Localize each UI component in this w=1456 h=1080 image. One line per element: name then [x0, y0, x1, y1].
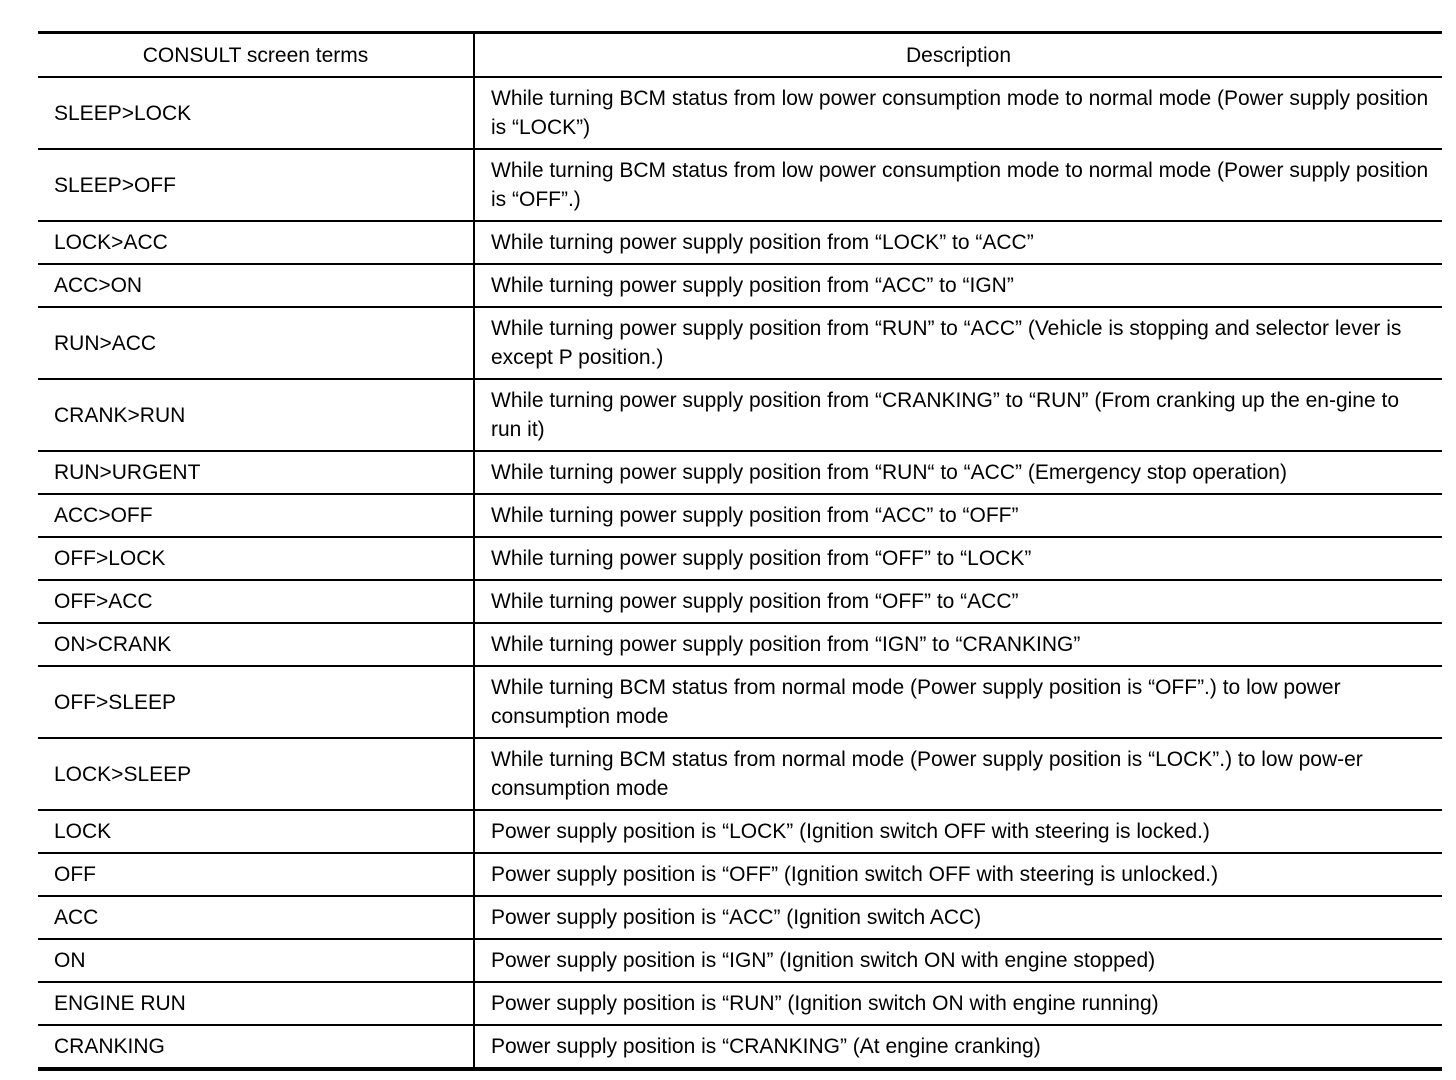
description-cell: Power supply position is “OFF” (Ignition switch OFF with steering is unlocked.): [474, 853, 1442, 896]
term-cell: ENGINE RUN: [38, 982, 474, 1025]
description-cell: While turning power supply position from “CRANKING” to “RUN” (From cranking up the en-gine to run it): [474, 379, 1442, 451]
term-cell: SLEEP>LOCK: [38, 77, 474, 149]
description-cell: While turning BCM status from normal mode (Power supply position is “OFF”.) to low power consumption mode: [474, 666, 1442, 738]
term-cell: OFF>SLEEP: [38, 666, 474, 738]
table-row: [38, 307, 1442, 379]
table-row: [38, 580, 1442, 623]
term-cell: ACC>OFF: [38, 494, 474, 537]
table-row: [38, 1025, 1442, 1069]
term-cell: LOCK>SLEEP: [38, 738, 474, 810]
description-cell: While turning power supply position from “OFF” to “ACC”: [474, 580, 1442, 623]
term-cell: CRANK>RUN: [38, 379, 474, 451]
table-row: [38, 939, 1442, 982]
description-cell: Power supply position is “IGN” (Ignition switch ON with engine stopped): [474, 939, 1442, 982]
term-cell: ON>CRANK: [38, 623, 474, 666]
term-cell: LOCK>ACC: [38, 221, 474, 264]
table-row: [38, 77, 1442, 149]
table-row: [38, 982, 1442, 1025]
table-row: [38, 537, 1442, 580]
table-row: [38, 810, 1442, 853]
description-cell: While turning power supply position from “RUN” to “ACC” (Vehicle is stopping and selector lever is except P position.): [474, 307, 1442, 379]
term-cell: ACC>ON: [38, 264, 474, 307]
term-cell: OFF: [38, 853, 474, 896]
description-cell: Power supply position is “LOCK” (Ignition switch OFF with steering is locked.): [474, 810, 1442, 853]
description-cell: While turning power supply position from “ACC” to “IGN”: [474, 264, 1442, 307]
term-cell: LOCK: [38, 810, 474, 853]
description-cell: While turning power supply position from “RUN“ to “ACC” (Emergency stop operation): [474, 451, 1442, 494]
term-cell: RUN>ACC: [38, 307, 474, 379]
description-cell: Power supply position is “ACC” (Ignition switch ACC): [474, 896, 1442, 939]
description-cell: Power supply position is “CRANKING” (At engine cranking): [474, 1025, 1442, 1069]
header-description: Description: [474, 33, 1442, 78]
description-cell: While turning power supply position from “LOCK” to “ACC”: [474, 221, 1442, 264]
term-cell: OFF>ACC: [38, 580, 474, 623]
table-row: [38, 451, 1442, 494]
table-row: [38, 379, 1442, 451]
table-row: [38, 853, 1442, 896]
table-row: [38, 738, 1442, 810]
term-cell: SLEEP>OFF: [38, 149, 474, 221]
description-cell: While turning power supply position from “IGN” to “CRANKING”: [474, 623, 1442, 666]
description-cell: While turning power supply position from “ACC” to “OFF”: [474, 494, 1442, 537]
description-cell: While turning BCM status from normal mode (Power supply position is “LOCK”.) to low pow-er consumption mode: [474, 738, 1442, 810]
header-terms: CONSULT screen terms: [38, 33, 474, 78]
description-cell: Power supply position is “RUN” (Ignition switch ON with engine running): [474, 982, 1442, 1025]
table-row: [38, 221, 1442, 264]
term-cell: ACC: [38, 896, 474, 939]
table-row: [38, 666, 1442, 738]
term-cell: ON: [38, 939, 474, 982]
term-cell: OFF>LOCK: [38, 537, 474, 580]
table-row: [38, 896, 1442, 939]
term-cell: CRANKING: [38, 1025, 474, 1069]
description-cell: While turning BCM status from low power consumption mode to normal mode (Power supply position is “LOCK”): [474, 77, 1442, 149]
description-cell: While turning power supply position from “OFF” to “LOCK”: [474, 537, 1442, 580]
header-row: [38, 33, 1442, 78]
table-row: [38, 494, 1442, 537]
consult-terms-table: [38, 31, 1442, 1071]
table-row: [38, 264, 1442, 307]
table-row: [38, 623, 1442, 666]
term-cell: RUN>URGENT: [38, 451, 474, 494]
table-row: [38, 149, 1442, 221]
description-cell: While turning BCM status from low power consumption mode to normal mode (Power supply position is “OFF”.): [474, 149, 1442, 221]
